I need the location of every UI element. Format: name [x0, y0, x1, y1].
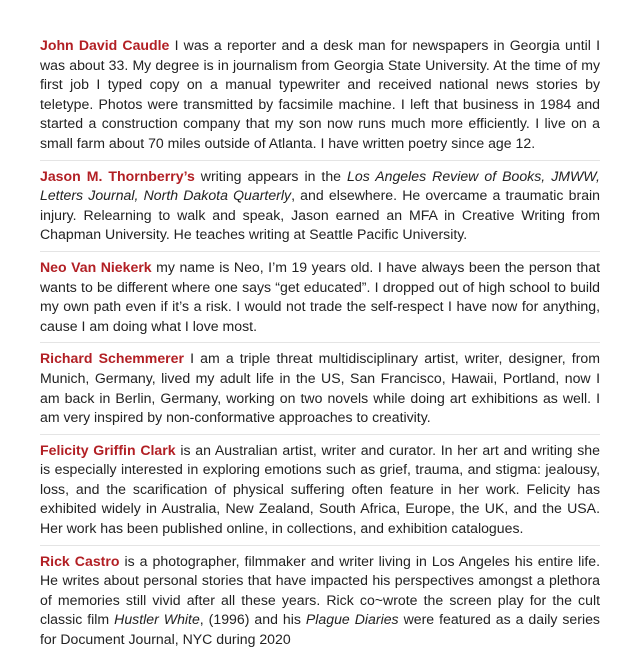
contributor-name: Richard Schemmerer [40, 350, 184, 367]
bio-richard-schemmerer [40, 349, 600, 427]
divider [40, 251, 600, 252]
divider [40, 160, 600, 161]
contributor-name: Rick Castro [40, 552, 120, 569]
contributor-name: Neo Van Niekerk [40, 258, 152, 275]
bio-text: is a photographer, filmmaker and writer living in Los Angeles his entire life. He writes about personal stories that have impacted his perspectives amongst a plethora of memories still vivid after all these years. Rick co~wrote the screen play for the cult classic film [40, 552, 601, 628]
bio-text: , (1996) and his [199, 611, 306, 628]
bio-text: writing appears in the [194, 167, 348, 184]
contributor-name: Jason M. Thornberry’s [40, 167, 195, 184]
bio-text: I was a reporter and a desk man for newspapers in Georgia until I was about 33. My degree is in journalism from Georgia State University. At the time of my first job I typed copy on a manual typewriter and received national news stories by teletype. Photos were transmitted by facsimile machine. I left that business in 1984 and started a construction company that my son now runs much more efficiently. I live on a small farm about 70 miles outside of Atlanta. I have written poetry since age 12. [40, 37, 600, 151]
divider [40, 342, 600, 343]
bio-text: my name is Neo, I’m 19 years old. I have always been the person that wants to be different where one says “get educated”. I dropped out of high school to build my own path even if it’s a risk. I would not trade the self-respect I have now for anything, cause I am doing what I love most. [40, 258, 600, 334]
bio-text: were featured as a daily series for Document Journal, NYC during 2020 [40, 611, 600, 648]
contributor-name: John David Caudle [40, 37, 170, 53]
bio-text: I am a triple threat multidisciplinary artist, writer, designer, from Munich, Germany, lived my adult life in the US, San Francisco, Hawaii, Portland, now I am back in Berlin, Germany, working on two novels while doing art exhibitions as well. I am very inspired by non-conformative approaches to creativity. [40, 350, 600, 426]
divider [40, 434, 600, 435]
bio-rick-castro [40, 552, 600, 650]
bio-jason-m-thornberry [40, 167, 600, 245]
publication-list: Los Angeles Review of Books, JMWW, Letters Journal, North Dakota Quarterly [40, 167, 600, 204]
contributor-name: Felicity Griffin Clark [40, 441, 176, 458]
bio-felicity-griffin-clark [40, 441, 600, 539]
bio-text: , and elsewhere. He overcame a traumatic brain injury. Relearning to walk and speak, Jason earned an MFA in Creative Writing from Chapman University. He teaches writing at Seattle Pacific University. [40, 187, 601, 243]
divider [40, 545, 600, 546]
film-title: Hustler White [114, 611, 200, 628]
bio-text: is an Australian artist, writer and curator. In her art and writing she is especially interested in exploring emotions such as grief, trauma, and stigma: jealousy, loss, and the scarification of physical suffering often feature in her work. Felicity has exhibited widely in Australia, New Zealand, South Africa, Europe, the UK, and the USA. Her work has been published online, in collections, and exhibition catalogues. [40, 441, 600, 537]
contributors-page [40, 36, 600, 650]
bio-john-david-caudle [40, 36, 600, 154]
bio-neo-van-niekerk [40, 258, 600, 336]
series-title: Plague Diaries [305, 611, 399, 628]
